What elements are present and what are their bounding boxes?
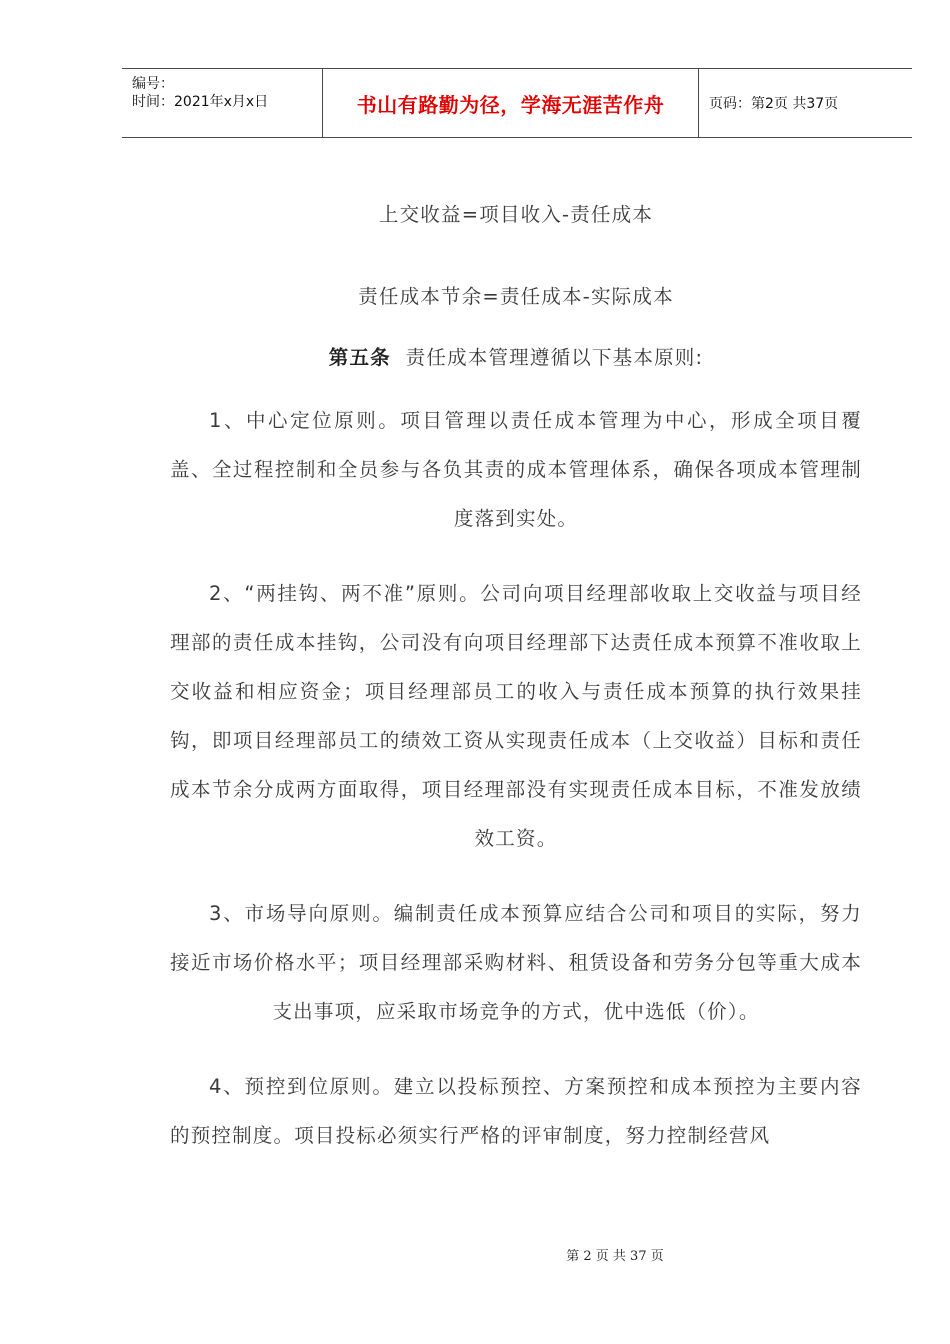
- footer-page-number: 第 2 页 共 37 页: [566, 1249, 664, 1264]
- principle-paragraph: 1、中心定位原则。项目管理以责任成本管理为中心，形成全项目覆盖、全过程控制和全员参与各负其责的成本管理体系，确保各项成本管理制度落到实处。: [170, 409, 862, 530]
- article-text: 责任成本管理遵循以下基本原则:: [405, 346, 704, 369]
- article-label: 第五条: [328, 346, 391, 369]
- principle-paragraph: 4、预控到位原则。建立以投标预控、方案预控和成本预控为主要内容的预控制度。项目投标必须实行严格的评审制度，努力控制经营风: [170, 1075, 862, 1147]
- article-heading: [170, 333, 862, 382]
- document-time: 时间：2021年x月x日: [132, 94, 269, 110]
- page-footer: [0, 1245, 950, 1264]
- document-number-label: 编号：: [132, 76, 174, 92]
- formula-line: 责任成本节余=责任成本-实际成本: [358, 285, 674, 308]
- page-header: [122, 68, 912, 138]
- header-page-info: 页码：第2页 共37页: [709, 96, 839, 112]
- document-body: [170, 190, 862, 1186]
- header-meta-cell: [122, 69, 323, 137]
- principle-paragraph: 3、市场导向原则。编制责任成本预算应结合公司和项目的实际，努力接近市场价格水平；项目经理部采购材料、租赁设备和劳务分包等重大成本支出事项，应采取市场竞争的方式，优中选低（价）。: [170, 902, 862, 1023]
- principle-paragraph: 2、“两挂钩、两不准”原则。公司向项目经理部收取上交收益与项目经理部的责任成本挂钩，公司没有向项目经理部下达责任成本预算不准收取上交收益和相应资金；项目经理部员工的收入与责任成本预算的执行效果挂钩，即项目经理部员工的绩效工资从实现责任成本（上交收益）目标和责任成本节余分成两方面取得，项目经理部没有实现责任成本目标，不准发放绩效工资。: [170, 582, 862, 850]
- formula-line: 上交收益=项目收入-责任成本: [378, 203, 654, 226]
- header-motto: 书山有路勤为径，学海无涯苦作舟: [323, 69, 699, 137]
